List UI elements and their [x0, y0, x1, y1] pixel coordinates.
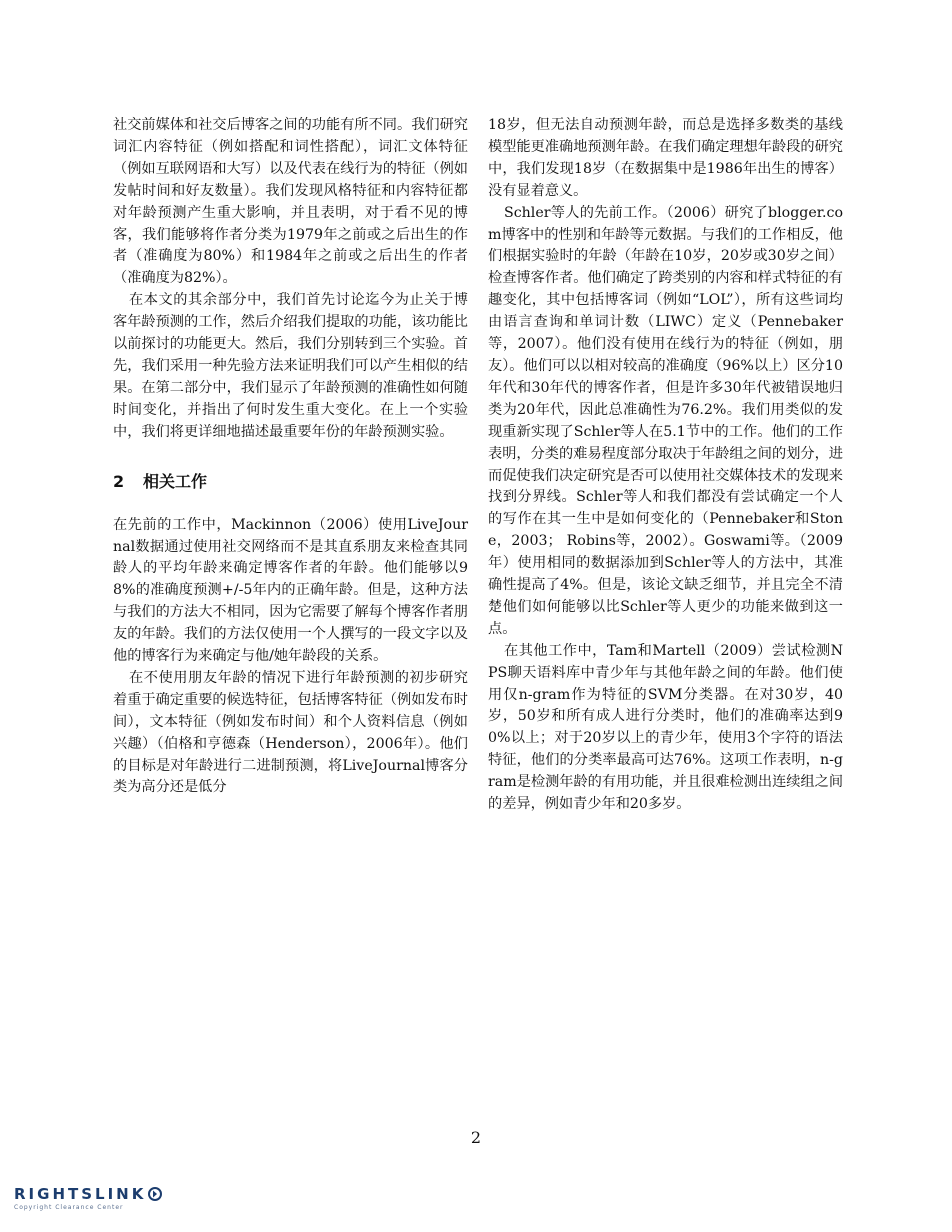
right-paragraph-1: 18岁，但无法自动预测年龄，而总是选择多数类的基线模型能更准确地预测年龄。在我们确定理想年龄段的研究中，我们发现18岁（在数据集中是1986年出生的博客）没有显着意义。 — [488, 117, 843, 199]
page-number: 2 — [470, 1128, 482, 1147]
left-paragraph-3: 在先前的工作中，Mackinnon（2006）使用LiveJournal数据通过使用社交网络而不是其直系朋友来检查其同龄人的平均年龄来确定博客作者的年龄。他们能够以98%的准确度预测+/-5年内的正确年龄。但是，这种方法与我们的方法大不相同，因为它需要了解每个博客作者朋友的年龄。我们的方法仅使用一个人撰写的一段文字以及他的博客行为来确定与他/她年龄段的关系。 — [113, 516, 468, 665]
logo-name: RIGHTSLINK — [14, 1185, 147, 1203]
left-column — [113, 115, 468, 799]
section-title: 相关工作 — [143, 471, 208, 491]
left-paragraph-1: 社交前媒体和社交后博客之间的功能有所不同。我们研究词汇内容特征（例如搭配和词性搭配），词汇文体特征（例如互联网语和大写）以及代表在线行为的特征（例如发帖时间和好友数量）。我们发现风格特征和内容特征都对年龄预测产生重大影响，并且表明，对于看不见的博客，我们能够将作者分类为1979年之前或之后出生的作者（准确度为80%）和1984年之前或之后出生的作者（准确度为82%）。 — [113, 117, 468, 287]
left-paragraph-4: 在不使用朋友年龄的情况下进行年龄预测的初步研究着重于确定重要的候选特征，包括博客特征（例如发布时间），文本特征（例如发布时间）和个人资料信息（例如兴趣）（伯格和亨德森（Henderson），2006年）。他们的目标是对年龄进行二进制预测，将LiveJournal博客分类为高分还是低分 — [113, 669, 468, 796]
right-paragraph-2: Schler等人的先前工作。（2006）研究了blogger.com博客中的性别和年龄等元数据。与我们的工作相反，他们根据实验时的年龄（年龄在10岁，20岁或30岁之间）检查博客作者。他们确定了跨类别的内容和样式特征的有趣变化，其中包括博客词（例如“LOL”），所有这些词均由语言查询和单词计数（LIWC）定义（Pennebaker等，2007）。他们没有使用在线行为的特征（例如，朋友）。他们可以以相对较高的准确度（96%以上）区分10年代和30年代的博客作者，但是许多30年代被错误地归类为20年代，因此总准确性为76.2%。我们用类似的发现重新实现了Schler等人在5.1节中的工作。他们的工作表明，分类的难易程度部分取决于年龄组之间的划分，进而促使我们决定研究是否可以使用社交媒体技术的发现来找到分界线。Schler等人和我们都没有尝试确定一个人的写作在其一生中是如何变化的（Pennebaker和Stone，2003； Robins等，2002）。Goswami等。（2009年）使用相同的数据添加到Schler等人的方法中，其准确性提高了4%。但是，该论文缺乏细节，并且完全不清楚他们如何能够以比Schler等人更少的功能来做到这一点。 — [488, 204, 843, 637]
rightslink-logo[interactable] — [14, 1185, 162, 1211]
right-column — [488, 115, 843, 816]
section-number: 2 — [113, 471, 125, 491]
logo-subtitle: Copyright Clearance Center — [14, 1204, 124, 1211]
right-paragraph-3: 在其他工作中，Tam和Martell（2009）尝试检测NPS聊天语料库中青少年与其他年龄之间的年龄。他们使用仅n-gram作为特征的SVM分类器。在对30岁，40岁，50岁和所有成人进行分类时，他们的准确率达到90%以上；对于20岁以上的青少年，使用3个字符的语法特征，他们的分类率最高可达76%。这项工作表明，n-gram是检测年龄的有用功能，并且很难检测出连续组之间的差异，例如青少年和20多岁。 — [488, 642, 844, 813]
section-heading — [113, 471, 468, 493]
logo-arrow-icon — [148, 1187, 162, 1201]
left-paragraph-2: 在本文的其余部分中，我们首先讨论迄今为止关于博客年龄预测的工作，然后介绍我们提取的功能，该功能比以前探讨的功能更大。然后，我们分别转到三个实验。首先，我们采用一种先验方法来证明我们可以产生相似的结果。在第二部分中，我们显示了年龄预测的准确性如何随时间变化，并指出了何时发生重大变化。在上一个实验中，我们将更详细地描述最重要年份的年龄预测实验。 — [113, 292, 468, 440]
